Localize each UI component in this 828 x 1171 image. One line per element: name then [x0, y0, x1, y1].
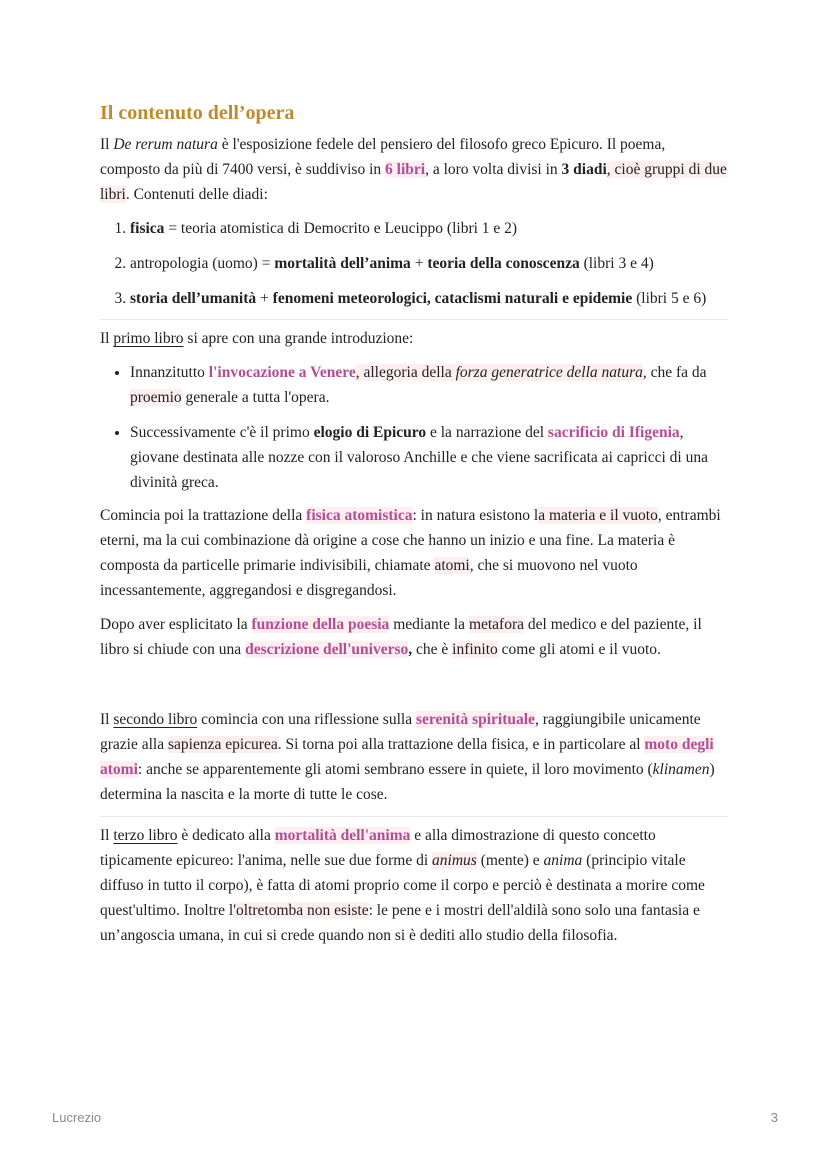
intro-paragraph	[100, 132, 728, 207]
text: generale a tutta l'opera.	[181, 389, 330, 406]
text: = teoria atomistica di Democrito e Leucippo (libri 1 e 2)	[164, 220, 518, 237]
highlight: , allegoria della	[355, 364, 456, 381]
text: (libri 3 e 4)	[579, 255, 654, 272]
italic-term: anima	[543, 852, 583, 869]
bold-term: fisica	[130, 220, 165, 237]
text: che è	[412, 641, 453, 658]
work-title: De rerum natura	[113, 136, 218, 153]
pink-term: descrizione dell'universo	[245, 641, 409, 658]
highlight-books: 6 libri	[385, 161, 426, 178]
text: , raggiungibile unicamente grazie alla	[100, 711, 701, 753]
text: , a loro volta divisi in	[425, 161, 562, 178]
highlight-groups: , cioè gruppi di due libri	[100, 161, 727, 203]
list-item	[130, 360, 728, 410]
highlight: sapienza epicurea	[167, 736, 278, 753]
pink-term: fisica atomistica	[306, 507, 413, 524]
text: (principio vitale diffuso in tutto il corpo), è fatta di atomi proprio come il corpo e perciò è destinata a morire come quest'ultimo. Inoltre l	[100, 852, 705, 919]
text: è l'esposizione fedele del pensiero del filosofo greco Epicuro. Il poema, composto da più di 7400 versi, è suddiviso in	[100, 136, 666, 178]
pink-term: mortalità dell'anima	[274, 827, 411, 844]
text: : le pene e i mostri dell'aldilà sono solo una fantasia e un’angoscia umana, in cui si crede quando non si è dediti allo studio della filosofia.	[100, 902, 700, 944]
text: +	[256, 290, 273, 307]
pink-term: moto degli atomi	[100, 736, 714, 778]
paragraph-poetry	[100, 612, 728, 662]
text: come gli atomi e il vuoto.	[497, 641, 661, 658]
pink-term: serenità spirituale	[415, 711, 535, 728]
text: (mente) e	[476, 852, 544, 869]
text: antropologia (uomo) =	[130, 255, 275, 272]
text: comincia con una riflessione sulla	[197, 711, 416, 728]
text: (libri 5 e 6)	[632, 290, 707, 307]
text: , entrambi eterni, ma la cui combinazione dà origine a cose che hanno un inizio e una fine. La materia è composta da particelle primarie indivisibili, chiamate	[100, 507, 721, 574]
highlight: proemio	[130, 389, 182, 406]
highlight: atomi	[434, 557, 470, 574]
page-number: 3	[770, 1110, 778, 1125]
text: e alla dimostrazione di questo concetto tipicamente epicureo: l'anima, nelle sue due forme di	[100, 827, 656, 869]
underlined-term: primo libro	[113, 330, 184, 347]
diadi-list	[100, 216, 728, 311]
list-item	[130, 216, 728, 241]
text: Il	[100, 711, 114, 728]
text: si apre con una grande introduzione:	[183, 330, 414, 347]
divider	[100, 319, 728, 320]
text: : in natura esistono l	[412, 507, 539, 524]
pink-term: l'invocazione a Venere	[208, 364, 356, 381]
first-book-intro	[100, 326, 728, 351]
bold-term: mortalità dell’anima	[274, 255, 411, 272]
text: ) determina la nascita e la morte di tutte le cose.	[100, 761, 715, 803]
first-book-list	[100, 360, 728, 495]
spacer	[100, 671, 728, 707]
footer-title: Lucrezio	[52, 1110, 102, 1125]
text: Successivamente c'è il primo	[130, 424, 314, 441]
text: Il	[100, 136, 114, 153]
bold-term: teoria della conoscenza	[427, 255, 580, 272]
bold-term: storia dell’umanità	[130, 290, 257, 307]
italic-term: forza generatrice della natura	[455, 364, 643, 381]
italic-term: klinamen	[652, 761, 710, 778]
text: . Contenuti delle diadi:	[125, 186, 268, 203]
text: mediante la	[389, 616, 469, 633]
text: Dopo aver esplicitato la	[100, 616, 252, 633]
text: del medico e del paziente, il libro si chiude con una	[100, 616, 702, 658]
highlight: metafora	[468, 616, 525, 633]
bold-comma: ,	[408, 641, 413, 658]
list-item	[130, 286, 728, 311]
underlined-term: terzo libro	[113, 827, 178, 844]
list-item	[130, 420, 728, 495]
underlined-term: secondo libro	[113, 711, 198, 728]
page-content	[100, 100, 728, 957]
text: Il	[100, 827, 114, 844]
paragraph-third-book	[100, 823, 728, 948]
paragraph-physics	[100, 503, 728, 603]
paragraph-second-book	[100, 707, 728, 807]
highlight: a materia e il vuoto	[538, 507, 658, 524]
pink-term: sacrificio di Ifigenia	[547, 424, 680, 441]
highlight: 'oltretomba non esiste	[233, 902, 369, 919]
text: Comincia poi la trattazione della	[100, 507, 307, 524]
text: Innanzitutto	[130, 364, 209, 381]
highlight: infinito	[452, 641, 498, 658]
text: , che fa da	[642, 364, 707, 381]
text: , che si muovono nel vuoto incessantemente, aggregandosi e disgregandosi.	[100, 557, 638, 599]
italic-term: animus	[432, 852, 477, 869]
text: e la narrazione del	[426, 424, 548, 441]
pink-term: funzione della poesia	[251, 616, 390, 633]
text: . Si torna poi alla trattazione della fisica, e in particolare al	[277, 736, 645, 753]
text: : anche se apparentemente gli atomi sembrano essere in quiete, il loro movimento (	[137, 761, 653, 778]
bold-diadi: 3 diadi	[561, 161, 607, 178]
text: +	[410, 255, 428, 272]
text: , giovane destinata alle nozze con il valoroso Anchille e che viene sacrificata ai capricci di una divinità greca.	[130, 424, 708, 491]
bold-term: fenomeni meteorologici, cataclismi naturali e epidemie	[272, 290, 633, 307]
text: Il	[100, 330, 114, 347]
text: è dedicato alla	[177, 827, 275, 844]
divider	[100, 816, 728, 817]
list-item	[130, 251, 728, 276]
bold-term: elogio di Epicuro	[313, 424, 427, 441]
section-heading: Il contenuto dell’opera	[100, 102, 295, 124]
